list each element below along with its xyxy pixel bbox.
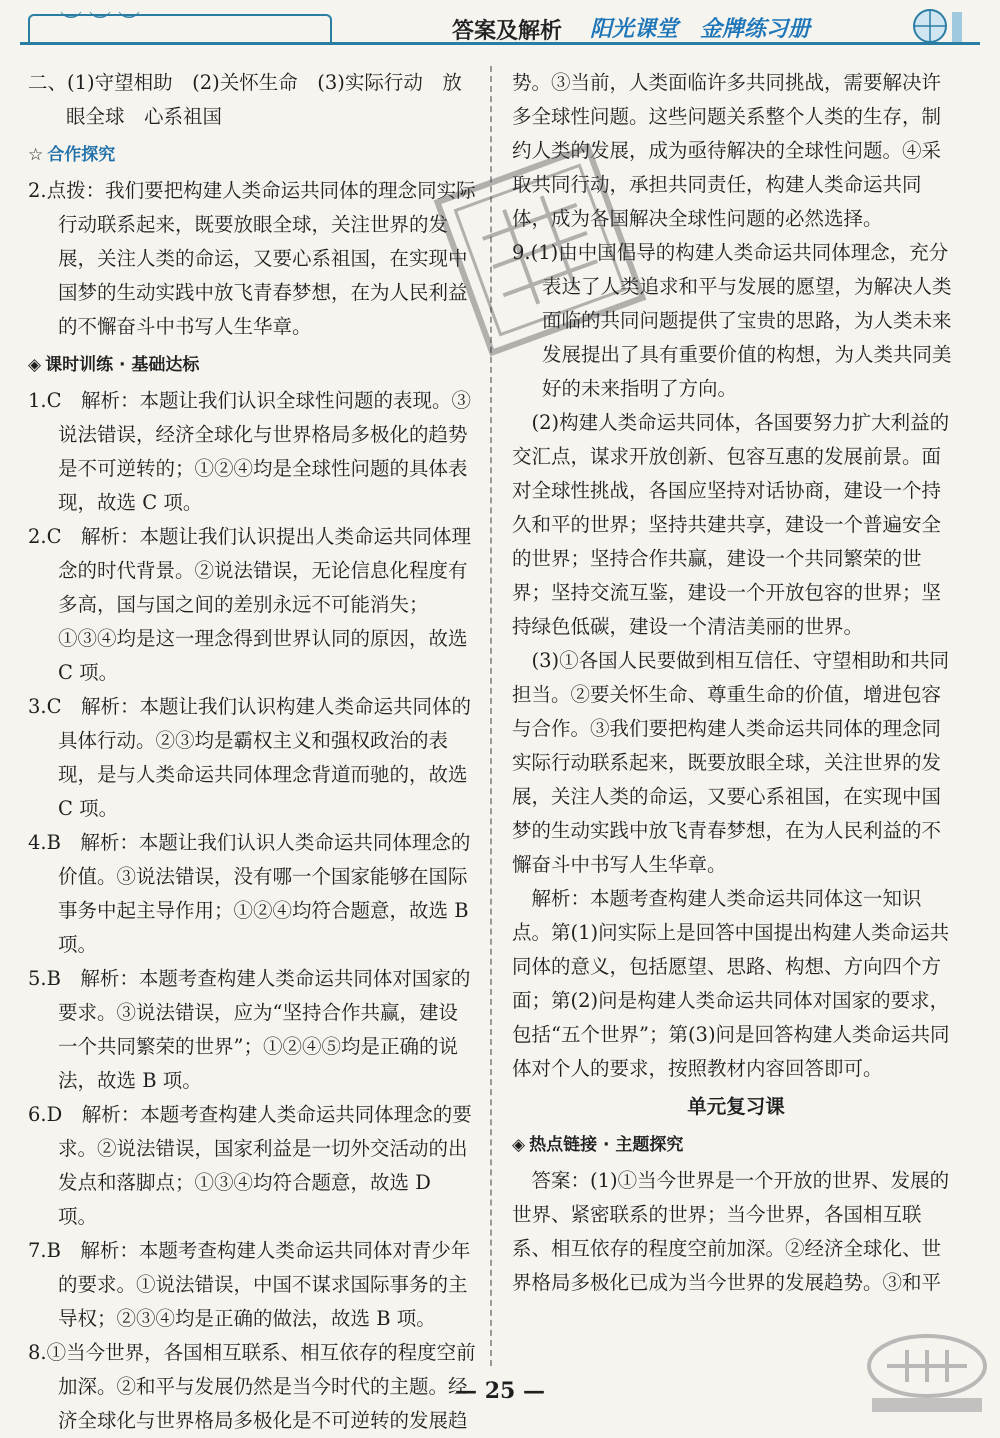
answer-item: 4.B 解析：本题让我们认识人类命运共同体理念的价值。③说法错误，没有哪一个国家能够在国际事务中起主导作用；①②④均符合题意，故选 B 项。 xyxy=(28,831,471,956)
header-brand: 阳光课堂 金牌练习册 xyxy=(590,17,811,42)
answer-item: 5.B 解析：本题考查构建人类命运共同体对国家的要求。③说法错误，应为“坚持合作共赢，建设一个共同繁荣的世界”；①②④⑤均是正确的说法，故选 B 项。 xyxy=(28,967,471,1092)
answer-item: 9.(1)由中国倡导的构建人类命运共同体理念，充分表达了人类追求和平与发展的愿望，为解决人类面临的共同问题提供了宝贵的思路，为人类未来发展提出了具有重要价值的构想，为人类共同美好的未来指明了方向。 xyxy=(512,241,952,400)
unit-title: 单元复习课 xyxy=(687,1095,785,1118)
diamond-icon: ◈ xyxy=(28,355,42,375)
answer-item: 6.D 解析：本题考查构建人类命运共同体理念的要求。②说法错误，国家利益是一切外交活动的出发点和落脚点；①③④均符合题意，故选 D 项。 xyxy=(28,1103,472,1228)
answer-item: 1.C 解析：本题让我们认识全球性问题的表现。③说法错误，经济全球化与世界格局多极化的趋势是不可逆转的；①②④均是全球性问题的具体表现，故选 C 项。 xyxy=(28,389,472,514)
globe-decoration-icon xyxy=(890,2,970,46)
site-watermark-logo xyxy=(862,1330,992,1416)
diamond-icon: ◈ xyxy=(512,1135,526,1155)
answer-paragraph: 答案：(1)①当今世界是一个开放的世界、发展的世界、紧密联系的世界；当今世界，各国相互联系、相互依存的程度空前加深。②经济全球化、世界格局多极化已成为当今世界的发展趋势。③和平 xyxy=(512,1169,950,1294)
section-heading: ☆ 合作探究 xyxy=(28,145,116,165)
birds-icon: ︶ ︶ ︶ xyxy=(60,11,140,36)
answer-line: 二、(1)守望相助 (2)关怀生命 (3)实际行动 放 xyxy=(28,71,462,94)
answer-item: 7.B 解析：本题考查构建人类命运共同体对青少年的要求。①说法错误，中国不谋求国际事务的主导权；②③④均是正确的做法，故选 B 项。 xyxy=(28,1239,471,1330)
answer-line-cont: 眼全球 心系祖国 xyxy=(66,105,223,128)
section-heading: ◈ 课时训练 · 基础达标 xyxy=(28,355,200,375)
answer-item-cont: 势。③当前，人类面临许多共同挑战，需要解决许多全球性问题。这些问题关系整个人类的生存，制约人类的发展，成为亟待解决的全球性问题。④采取共同行动，承担共同责任，构建人类命运共同体，成为各国解决全球性问题的必然选择。 xyxy=(512,71,942,230)
left-column xyxy=(28,66,476,1438)
star-icon: ☆ xyxy=(28,145,44,165)
answer-item: 2.C 解析：本题让我们认识提出人类命运共同体理念的时代背景。②说法错误，无论信息化程度有多高，国与国之间的差别永远不可能消失；①③④均是这一理念得到世界认同的原因，故选 C 项。 xyxy=(28,525,472,684)
page-number: — 25 — xyxy=(455,1378,545,1404)
analysis-paragraph: 解析：本题考查构建人类命运共同体这一知识点。第(1)问实际上是回答中国提出构建人类命运共同体的意义，包括愿望、思路、构想、方向四个方面；第(2)问是构建人类命运共同体对国家的要求，包括“五个世界”；第(3)问是回答构建人类命运共同体对个人的要求，按照教材内容回答即可。 xyxy=(512,887,950,1080)
page-header xyxy=(0,0,1000,60)
header-title: 答案及解析 xyxy=(452,19,563,44)
answer-item: 2.点拨：我们要把构建人类命运共同体的理念同实际行动联系起来，既要放眼全球，关注世界的发展，关注人类的命运，又要心系祖国，在实现中国梦的生动实践中放飞青春梦想，在为人民利益的不懈奋斗中书写人生华章。 xyxy=(28,179,476,338)
answer-subitem: (3)①各国人民要做到相互信任、守望相助和共同担当。②要关怀生命、尊重生命的价值，增进包容与合作。③我们要把构建人类命运共同体的理念同实际行动联系起来，既要放眼全球，关注世界的发展，关注人类的命运，又要心系祖国，在实现中国梦的生动实践中放飞青春梦想，在为人民利益的不懈奋斗中书写人生华章。 xyxy=(512,649,950,876)
answer-subitem: (2)构建人类命运共同体，各国要努力扩大利益的交汇点，谋求开放创新、包容互惠的发展前景。面对全球性挑战，各国应坚持对话协商，建设一个持久和平的世界；坚持共建共享，建设一个普遍安全的世界；坚持合作共赢，建设一个共同繁荣的世界；坚持交流互鉴，建设一个开放包容的世界；坚持绿色低碳，建设一个清洁美丽的世界。 xyxy=(512,411,950,638)
answer-item: 3.C 解析：本题让我们认识构建人类命运共同体的具体行动。②③均是霸权主义和强权政治的表现，是与人类命运共同体理念背道而驰的，故选 C 项。 xyxy=(28,695,472,820)
answer-item: 8.①当今世界，各国相互联系、相互依存的程度空前加深。②和平与发展仍然是当今时代的主题。经济全球化与世界格局多极化是不可逆转的发展趋 xyxy=(28,1341,476,1432)
section-heading: ◈ 热点链接 · 主题探究 xyxy=(512,1135,684,1155)
